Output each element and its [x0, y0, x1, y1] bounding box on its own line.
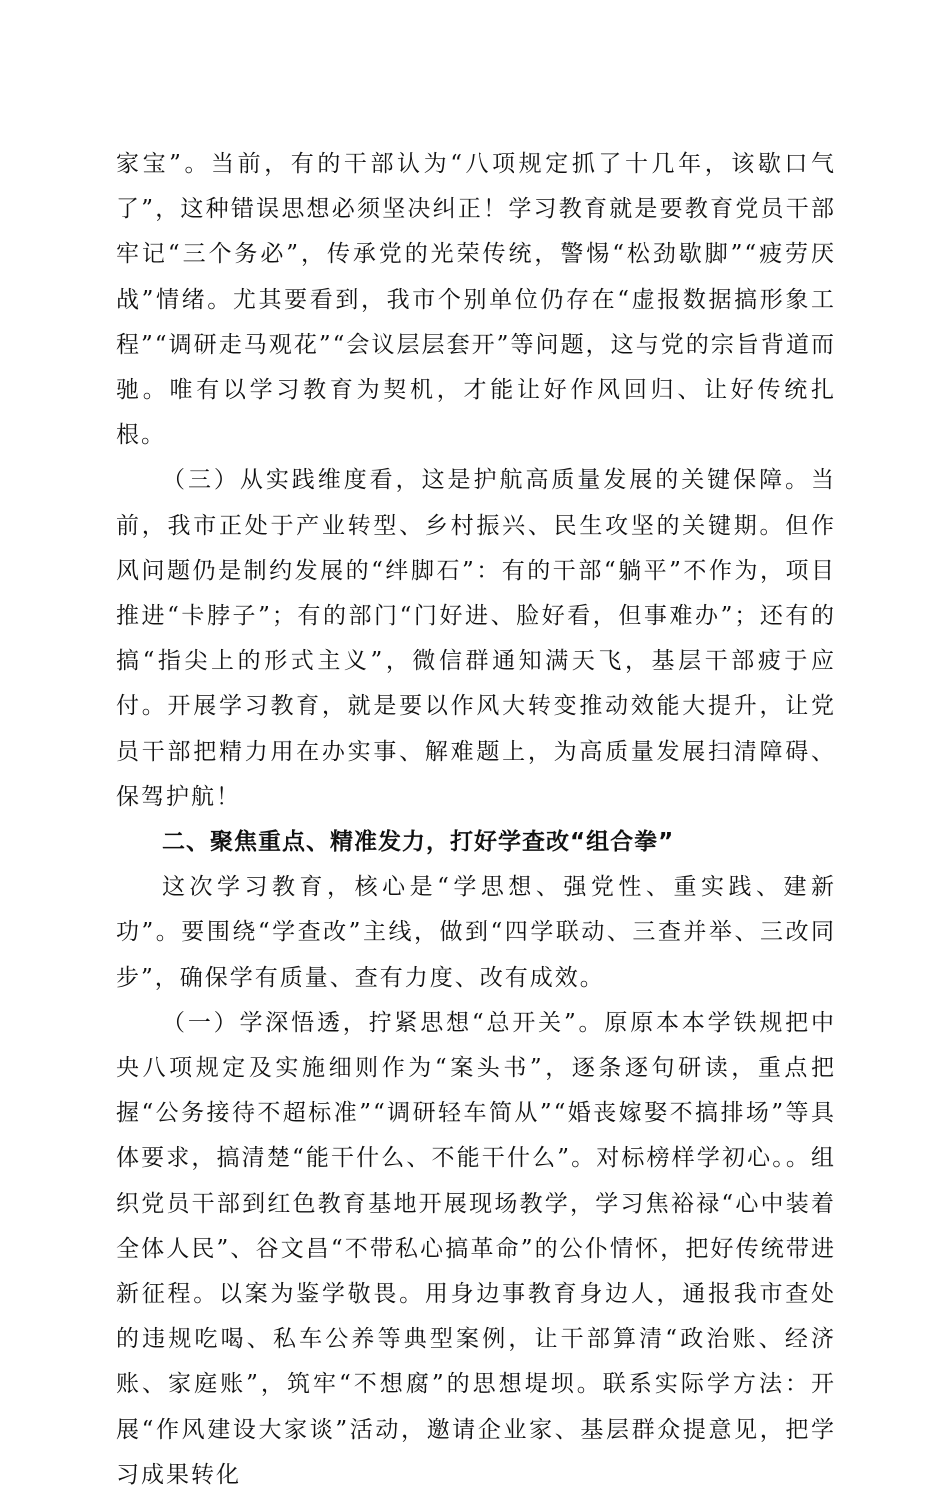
- section-heading-two: 二、聚焦重点、精准发力，打好学查改“组合拳”: [162, 829, 675, 856]
- paragraph-core-of-education: 这次学习教育，核心是“学思想、强党性、重实践、建新功”。要围绕“学查改”主线，做到“四学联动、三查并举、三改同步”，确保学有质量、查有力度、改有成效。: [116, 874, 836, 991]
- paragraph-party-tradition: 家宝”。当前，有的干部认为“八项规定抓了十几年，该歇口气了”，这种错误思想必须坚决纠正！学习教育就是要教育党员干部牢记“三个务必”，传承党的光荣传统，警惕“松劲歇脚”“疲劳厌战”情绪。尤其要看到，我市个别单位仍存在“虚报数据搞形象工程”“调研走马观花”“会议层层套开”等问题，这与党的宗旨背道而驰。唯有以学习教育为契机，才能让好作风回归、让好传统扎根。: [116, 151, 836, 449]
- document-page: [116, 142, 836, 1498]
- paragraph-practice-dimension: （三）从实践维度看，这是护航高质量发展的关键保障。当前，我市正处于产业转型、乡村振兴、民生攻坚的关键期。但作风问题仍是制约发展的“绊脚石”：有的干部“躺平”不作为，项目推进“卡脖子”；有的部门“门好进、脸好看，但事难办”；还有的搞“指尖上的形式主义”，微信群通知满天飞，基层干部疲于应付。开展学习教育，就是要以作风大转变推动效能大提升，让党员干部把精力用在办实事、解难题上，为高质量发展扫清障碍、保驾护航！: [116, 467, 836, 810]
- paragraph-study-deeply: （一）学深悟透，拧紧思想“总开关”。原原本本学铁规把中央八项规定及实施细则作为“案头书”，逐条逐句研读，重点把握“公务接待不超标准”“调研轻车简从”“婚丧嫁娶不搞排场”等具体要求，搞清楚“能干什么、不能干什么”。对标榜样学初心。。组织党员干部到红色教育基地开展现场教学，学习焦裕禄“心中装着全体人民”、谷文昌“不带私心搞革命”的公仆情怀，把好传统带进新征程。以案为鉴学敬畏。用身边事教育身边人，通报我市查处的违规吃喝、私车公养等典型案例，让干部算清“政治账、经济账、家庭账”，筑牢“不想腐”的思想堤坝。联系实际学方法：开展“作风建设大家谈”活动，邀请企业家、基层群众提意见，把学习成果转化: [116, 1009, 836, 1488]
